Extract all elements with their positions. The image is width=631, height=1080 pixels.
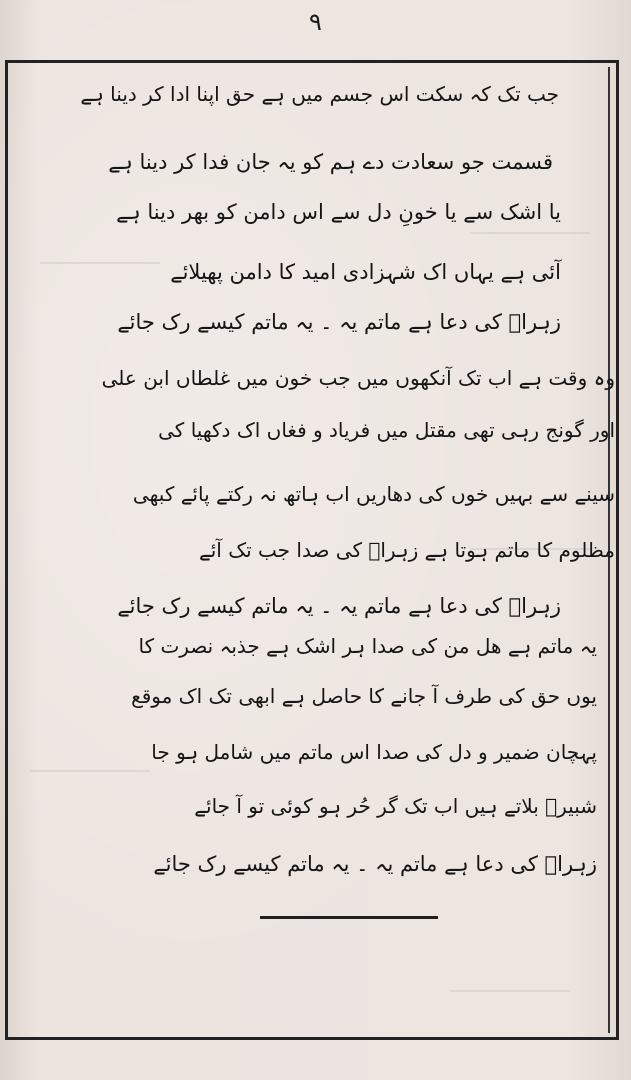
- bleed-through-mark: [470, 232, 590, 234]
- verse-line: یوں حق کی طرف آ جانے کا حاصل ہے ابھی تک اک موقع: [131, 684, 597, 708]
- verse-refrain: زہراؑ کی دعا ہے ماتم یہ ۔ یہ ماتم کیسے رک جائے: [117, 310, 561, 334]
- verse-line: قسمت جو سعادت دے ہم کو یہ جان فدا کر دینا ہے: [108, 150, 553, 174]
- closing-rule: [260, 916, 438, 919]
- verse-line: آئی ہے یہاں اک شہزادی امید کا دامن پھیلائے: [170, 260, 561, 284]
- verse-line: وہ وقت ہے اب تک آنکھوں میں جب خون میں غلطاں ابن علی: [101, 366, 615, 390]
- verse-line: یہ ماتم ہے ھل من کی صدا ہر اشک ہے جذبہ نصرت کا: [138, 634, 597, 658]
- verse-refrain: زہراؑ کی دعا ہے ماتم یہ ۔ یہ ماتم کیسے رک جائے: [153, 852, 597, 876]
- verse-line: جب تک کہ سکت اس جسم میں ہے حق اپنا ادا کر دینا ہے: [80, 82, 559, 106]
- verse-line: مظلوم کا ماتم ہوتا ہے زہراؑ کی صدا جب تک آئے: [199, 538, 615, 562]
- verse-line: شبیرؑ بلاتے ہیں اب تک گر حُر ہو کوئی تو آ جائے: [194, 794, 597, 818]
- verse-line: یا اشک سے یا خونِ دل سے اس دامن کو بھر دینا ہے: [116, 200, 561, 224]
- bleed-through-mark: [450, 990, 570, 992]
- verse-refrain: زہراؑ کی دعا ہے ماتم یہ ۔ یہ ماتم کیسے رک جائے: [117, 594, 561, 618]
- bleed-through-mark: [30, 770, 150, 772]
- verse-line: سینے سے بہیں خوں کی دھاریں اب ہاتھ نہ رکتے پائے کبھی: [132, 482, 615, 506]
- bleed-through-mark: [40, 262, 160, 264]
- verse-line: اور گونج رہی تھی مقتل میں فریاد و فغاں اک دکھیا کی: [158, 418, 615, 442]
- page-number: ۹: [309, 8, 322, 36]
- verse-line: پہچان ضمیر و دل کی صدا اس ماتم میں شامل ہو جا: [151, 740, 597, 764]
